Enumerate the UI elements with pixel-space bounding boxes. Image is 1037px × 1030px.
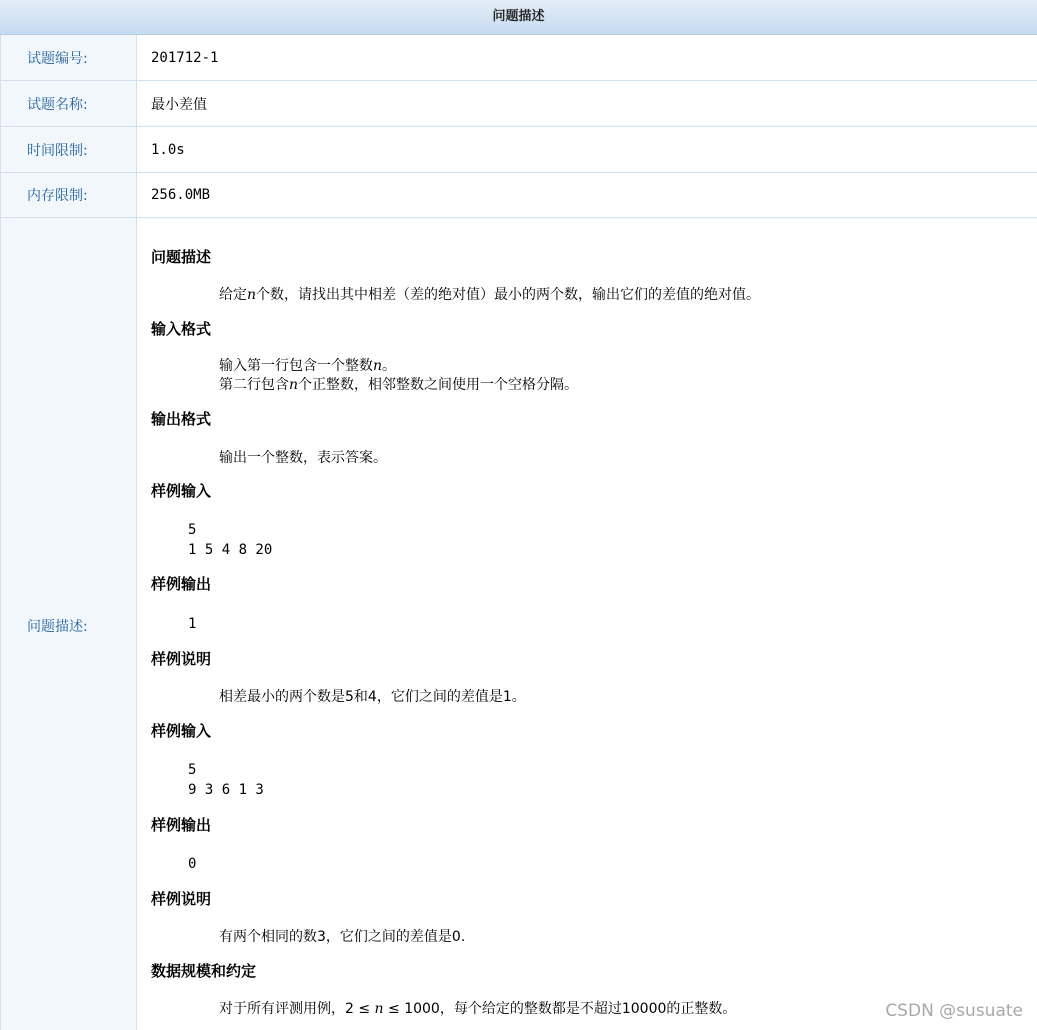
problem-heading: 问题描述: [151, 248, 212, 266]
sample-output-2-value: 0: [188, 856, 197, 872]
sample-input-1-heading: 样例输入: [151, 482, 212, 500]
input-line2-post: 个正整数，相邻整数之间使用一个空格分隔。: [298, 377, 579, 393]
section-header: [0, 0, 1037, 35]
info-value-memory-limit: 256.0MB: [151, 187, 211, 203]
problem-text-post: 个数，请找出其中相差（差的绝对值）最小的两个数，输出它们的差值的绝对值。: [256, 287, 761, 303]
input-format-line-2: [219, 376, 578, 394]
info-row-time-limit: [0, 127, 1037, 173]
output-format-text: 输出一个整数，表示答案。: [219, 450, 387, 466]
sample-output-1-heading: 样例输出: [151, 575, 212, 593]
problem-text-pre: 给定: [219, 287, 247, 303]
constraints-expr-a: 2 ≤: [345, 1001, 375, 1017]
output-format-heading: 输出格式: [151, 410, 212, 428]
input-line2-pre: 第二行包含: [219, 377, 289, 393]
sample-input-2-line-1: 5: [188, 762, 197, 778]
math-var-n: n: [247, 287, 257, 303]
sample-input-2-line-2: 9 3 6 1 3: [188, 782, 264, 798]
input-line1-post: 。: [382, 358, 397, 374]
info-label-id: 试题编号:: [0, 35, 137, 80]
input-format-heading: 输入格式: [151, 320, 212, 338]
info-label-name: 试题名称:: [0, 81, 137, 126]
constraints-expr-b: ≤ 1000: [383, 1001, 440, 1017]
description-label-cell: [0, 218, 137, 1030]
constraints-text: [219, 1000, 736, 1018]
info-value-name: 最小差值: [151, 96, 207, 113]
section-header-title: 问题描述: [492, 9, 545, 24]
input-format-line-1: [219, 357, 396, 375]
math-var-n: n: [289, 377, 299, 393]
sample-note-1-heading: 样例说明: [151, 650, 212, 668]
constraints-pre: 对于所有评测用例，: [219, 1001, 345, 1017]
math-var-n: n: [373, 358, 383, 374]
sample-input-1-line-1: 5: [188, 522, 197, 538]
sample-input-1-line-2: 1 5 4 8 20: [188, 542, 273, 558]
description-label: 问题描述:: [27, 619, 88, 635]
csdn-watermark: CSDN @susuate: [885, 1001, 1023, 1021]
constraints-post: ，每个给定的整数都是不超过10000的正整数。: [439, 1001, 737, 1017]
constraints-heading: 数据规模和约定: [151, 962, 257, 980]
info-row-memory-limit: [0, 173, 1037, 218]
info-row-id: [0, 35, 1037, 81]
info-label-memory-limit: 内存限制:: [0, 173, 137, 217]
info-value-time-limit: 1.0s: [151, 141, 185, 158]
math-var-n: n: [374, 1001, 384, 1017]
info-label-time-limit: 时间限制:: [0, 127, 137, 172]
info-value-id: 201712-1: [151, 49, 219, 66]
sample-note-2-heading: 样例说明: [151, 890, 212, 908]
input-line1-pre: 输入第一行包含一个整数: [219, 358, 373, 374]
sample-input-2-heading: 样例输入: [151, 722, 212, 740]
problem-text: [219, 286, 760, 304]
sample-note-2-text: 有两个相同的数3，它们之间的差值是0.: [219, 929, 466, 945]
sample-output-1-value: 1: [188, 616, 197, 632]
info-row-name: [0, 81, 1037, 127]
sample-note-1-text: 相差最小的两个数是5和4，它们之间的差值是1。: [219, 689, 526, 705]
sample-output-2-heading: 样例输出: [151, 816, 212, 834]
description-row: [0, 218, 1037, 1030]
